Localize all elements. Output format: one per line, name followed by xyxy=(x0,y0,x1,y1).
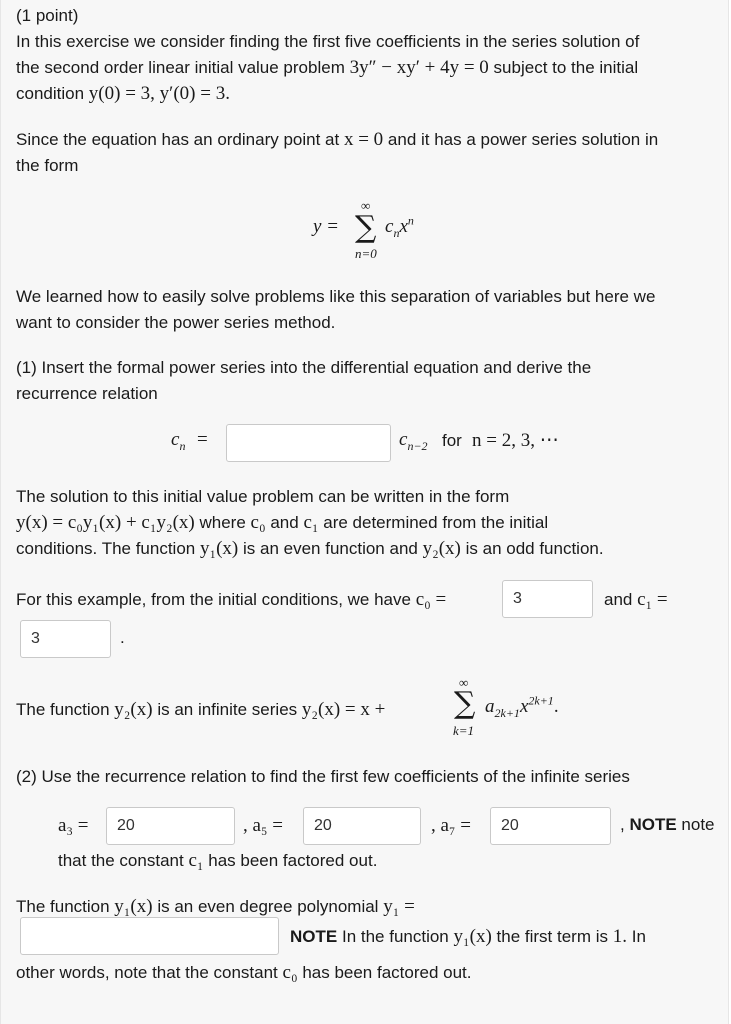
solution-line-1: The solution to this initial value problem can be written in the form xyxy=(16,487,510,506)
points-label: (1 point) xyxy=(16,6,79,25)
a5-label: , a₅ = xyxy=(243,815,284,836)
initial-condition: y(0) = 3, y′(0) = 3. xyxy=(88,83,230,104)
y1-line-1: The function y₁(x) is an even degree polynomial y₁ = xyxy=(16,896,415,917)
ordinary-point-line-2: the form xyxy=(16,156,79,175)
ordinary-point-line-1: Since the equation has an ordinary point at x = 0 and it has a power series solution in xyxy=(16,129,659,150)
c1-input[interactable]: 3 xyxy=(20,620,111,658)
intro-line-3: condition y(0) = 3, y′(0) = 3. xyxy=(16,83,230,104)
n-range: n = 2, 3, ⋯ xyxy=(472,430,559,451)
initial-conditions-line: For this example, from the initial conditions, we have c₀ = xyxy=(16,589,447,610)
y1-note: NOTE In the function y₁(x) the first term is 1. In xyxy=(290,926,646,947)
c1-label: and c₁ = xyxy=(604,589,668,610)
c1-period: . xyxy=(120,628,125,647)
y1-line-3: other words, note that the constant c₀ has been factored out. xyxy=(16,962,472,983)
y1-polynomial-input[interactable] xyxy=(20,917,279,955)
part2-line-2: that the constant c₁ has been factored out. xyxy=(58,850,378,871)
a7-input[interactable]: 20 xyxy=(490,807,611,845)
series-form-display: y = ∞ ∑ n=0 $c_nx^n$ xyxy=(313,198,414,261)
part1-line-2: recurrence relation xyxy=(16,384,158,403)
sum-symbol: ∑ xyxy=(355,210,377,245)
method-line-1: We learned how to easily solve problems like this separation of variables but here we xyxy=(16,287,656,306)
part1-line-1: (1) Insert the formal power series into the differential equation and derive the xyxy=(16,358,592,377)
c0-input[interactable]: 3 xyxy=(502,580,593,618)
part2-line-1: (2) Use the recurrence relation to find the first few coefficients of the infinite series xyxy=(16,767,630,786)
method-line-2: want to consider the power series method. xyxy=(16,313,336,332)
y2-sum-symbol: ∑ xyxy=(454,686,476,721)
a7-label: , a₇ = xyxy=(431,815,472,836)
recurrence-input[interactable] xyxy=(226,424,391,462)
intro-line-2: the second order linear initial value problem 3y″ − xy′ + 4y = 0 subject to the initial xyxy=(16,57,639,78)
intro-line-1: In this exercise we consider finding the first five coefficients in the series solution of xyxy=(16,32,640,51)
a3-label: a₃ = xyxy=(58,815,89,836)
ode-equation: 3y″ − xy′ + 4y = 0 xyxy=(349,57,489,78)
a5-input[interactable]: 20 xyxy=(303,807,421,845)
general-solution: y(x) = c₀y₁(x) + c₁y₂(x) xyxy=(16,512,195,533)
a3-input[interactable]: 20 xyxy=(106,807,235,845)
ordinary-point-math: x = 0 xyxy=(343,129,384,150)
a7-note: , NOTE note xyxy=(620,815,715,834)
solution-line-2: y(x) = c₀y₁(x) + c₁y₂(x) where c₀ and c₁ are determined from the initial xyxy=(16,512,549,533)
problem-page: (1 point) In this exercise we consider finding the first five coefficients in the series solution of the second order linear initial value problem 3y″ − xy′ + 4y = 0 subject to the initial condition y(0) = 3, y′(0) = 3. Since the equation has an ordinary point at x = 0 and it has a power series solution in the form y = ∞ ∑ n=0 $c_nx^n$ We learned how to easily solve problems like this separation of variables but here we want to consider the power series method. (1) Insert the formal power series into the differential equation and derive the recurrence relation $c_n$ = $c_{n-2}$ for n = 2, 3, ⋯ The solution to this initial value problem can be written in the form y(x) = c₀y₁(x) + c₁y₂(x) where c₀ and c₁ are determined from the initial conditions. The function y₁(x) is an even function and y₂(x) is an odd function. For this example, from the initial conditions, we have c₀ = 3 and c₁ = 3 . The function y₂(x) is an infinite series y₂(x) = x + ∞ ∑ k=1 $a_{2k+1}x^{2k+1}$. (2) Use the recurrence relation to find the first few coefficients of the infinite series a₃ = 20 , a₅ = 20 , a₇ = 20 , NOTE note that the constant c₁ has been factored out. The function y₁(x) is an even degree polynomial y₁ = NOTE In the function y₁(x) the first term is 1. In other words, note that the constant c₀ has been factored out. xyxy=(0,0,729,1024)
solution-line-3: conditions. The function y₁(x) is an even function and y₂(x) is an odd function. xyxy=(16,538,604,559)
